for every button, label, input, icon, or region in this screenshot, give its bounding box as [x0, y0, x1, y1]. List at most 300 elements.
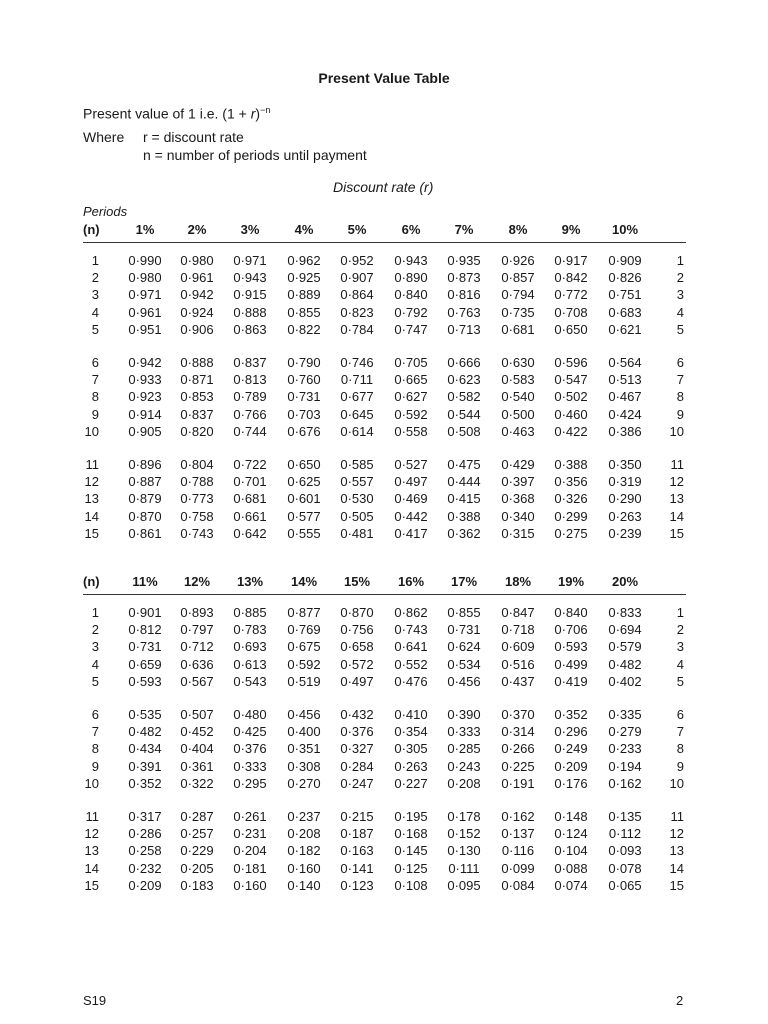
- pv-factor-cell: 0·713: [447, 321, 481, 337]
- pv-factor-cell: 0·789: [233, 389, 267, 405]
- header-rule: [83, 594, 686, 595]
- pv-factor-cell: 0·861: [128, 525, 162, 541]
- pv-factor-cell: 0·756: [340, 622, 374, 638]
- rate-header: 5%: [347, 222, 367, 237]
- rate-header: 19%: [557, 574, 585, 589]
- pv-factor-cell: 0·266: [501, 741, 535, 757]
- pv-factor-cell: 0·233: [608, 741, 642, 757]
- pv-factor-cell: 0·231: [233, 826, 267, 842]
- pv-factor-cell: 0·208: [447, 775, 481, 791]
- rate-header: 3%: [240, 222, 260, 237]
- pv-factor-cell: 0·722: [233, 457, 267, 472]
- pv-factor-cell: 0·225: [501, 758, 535, 774]
- rate-header: 2%: [187, 222, 207, 237]
- pv-factor-cell: 0·209: [128, 877, 162, 893]
- pv-factor-cell: 0·148: [554, 809, 588, 824]
- pv-factor-cell: 0·924: [180, 304, 214, 320]
- pv-factor-cell: 0·877: [287, 605, 321, 620]
- period-number-left: 2: [91, 270, 99, 286]
- pv-factor-cell: 0·857: [501, 270, 535, 286]
- pv-factor-cell: 0·641: [394, 639, 428, 655]
- pv-factor-cell: 0·475: [447, 457, 481, 472]
- pv-factor-cell: 0·731: [287, 389, 321, 405]
- pv-factor-cell: 0·980: [180, 253, 214, 268]
- period-number-left: 6: [91, 355, 99, 370]
- pv-factor-cell: 0·592: [394, 406, 428, 422]
- pv-factor-cell: 0·500: [501, 406, 535, 422]
- pv-factor-cell: 0·152: [447, 826, 481, 842]
- pv-factor-cell: 0·627: [394, 389, 428, 405]
- formula-r: r: [250, 105, 256, 122]
- pv-factor-cell: 0·971: [128, 287, 162, 303]
- pv-factor-cell: 0·065: [608, 877, 642, 893]
- period-number-left: 4: [91, 304, 99, 320]
- pv-factor-cell: 0·104: [554, 843, 588, 859]
- formula-exponent: −n: [260, 105, 271, 115]
- rate-header: 16%: [397, 574, 425, 589]
- pv-factor-cell: 0·160: [233, 877, 267, 893]
- period-number-right: 9: [676, 758, 684, 774]
- period-number-left: 15: [84, 525, 99, 541]
- pv-factor-cell: 0·482: [128, 724, 162, 740]
- period-number-right: 11: [670, 457, 684, 472]
- pv-factor-cell: 0·417: [394, 525, 428, 541]
- pv-factor-cell: 0·163: [340, 843, 374, 859]
- pv-factor-cell: 0·758: [180, 508, 214, 524]
- pv-factor-cell: 0·694: [608, 622, 642, 638]
- pv-factor-cell: 0·116: [501, 843, 535, 859]
- period-number-left: 14: [84, 860, 99, 876]
- period-number-left: 7: [91, 724, 99, 740]
- period-number-left: 13: [84, 843, 99, 859]
- pv-factor-cell: 0·658: [340, 639, 374, 655]
- pv-factor-cell: 0·125: [394, 860, 428, 876]
- formula-prefix: Present value of 1 i.e. (1 +: [83, 105, 251, 122]
- pv-factor-cell: 0·452: [180, 724, 214, 740]
- pv-factor-cell: 0·469: [394, 491, 428, 507]
- where-label: Where: [83, 129, 125, 145]
- pv-factor-cell: 0·870: [340, 605, 374, 620]
- r-definition: r = discount rate: [143, 129, 244, 145]
- pv-factor-cell: 0·112: [608, 826, 642, 842]
- pv-factor-cell: 0·773: [180, 491, 214, 507]
- pv-factor-cell: 0·665: [394, 372, 428, 388]
- period-number-right: 9: [676, 406, 684, 422]
- period-number-left: 3: [91, 287, 99, 303]
- pv-factor-cell: 0·990: [128, 253, 162, 268]
- pv-factor-cell: 0·335: [608, 707, 642, 722]
- rate-header: 11%: [132, 574, 158, 589]
- rate-header: 13%: [236, 574, 264, 589]
- pv-factor-cell: 0·482: [608, 656, 642, 672]
- pv-factor-cell: 0·980: [128, 270, 162, 286]
- pv-factor-cell: 0·429: [501, 457, 535, 472]
- pv-factor-cell: 0·162: [608, 775, 642, 791]
- pv-factor-cell: 0·362: [447, 525, 481, 541]
- pv-factor-cell: 0·543: [233, 673, 267, 689]
- pv-factor-cell: 0·731: [128, 639, 162, 655]
- period-number-right: 8: [676, 741, 684, 757]
- pv-factor-cell: 0·769: [287, 622, 321, 638]
- pv-factor-cell: 0·661: [233, 508, 267, 524]
- pv-factor-cell: 0·176: [554, 775, 588, 791]
- period-number-left: 15: [84, 877, 99, 893]
- rate-header: 18%: [504, 574, 532, 589]
- pv-factor-cell: 0·140: [287, 877, 321, 893]
- pv-factor-cell: 0·285: [447, 741, 481, 757]
- pv-factor-cell: 0·456: [287, 707, 321, 722]
- pv-factor-cell: 0·804: [180, 457, 214, 472]
- period-number-right: 14: [669, 508, 684, 524]
- pv-factor-cell: 0·432: [340, 707, 374, 722]
- pv-factor-cell: 0·593: [554, 639, 588, 655]
- pv-factor-cell: 0·747: [394, 321, 428, 337]
- pv-factor-cell: 0·410: [394, 707, 428, 722]
- pv-factor-cell: 0·864: [340, 287, 374, 303]
- pv-factor-cell: 0·582: [447, 389, 481, 405]
- pv-factor-cell: 0·703: [287, 406, 321, 422]
- pv-factor-cell: 0·746: [340, 355, 374, 370]
- pv-factor-cell: 0·232: [128, 860, 162, 876]
- pv-factor-cell: 0·743: [394, 622, 428, 638]
- period-number-right: 7: [676, 372, 684, 388]
- pv-factor-cell: 0·772: [554, 287, 588, 303]
- pv-factor-cell: 0·215: [340, 809, 374, 824]
- pv-factor-cell: 0·797: [180, 622, 214, 638]
- pv-factor-cell: 0·820: [180, 423, 214, 439]
- pv-factor-cell: 0·905: [128, 423, 162, 439]
- pv-factor-cell: 0·257: [180, 826, 214, 842]
- pv-factor-cell: 0·840: [394, 287, 428, 303]
- pv-factor-cell: 0·889: [287, 287, 321, 303]
- pv-factor-cell: 0·194: [608, 758, 642, 774]
- pv-factor-cell: 0·499: [554, 656, 588, 672]
- pv-factor-cell: 0·209: [554, 758, 588, 774]
- pv-factor-cell: 0·961: [128, 304, 162, 320]
- pv-factor-cell: 0·601: [287, 491, 321, 507]
- pv-factor-cell: 0·552: [394, 656, 428, 672]
- pv-factor-cell: 0·460: [554, 406, 588, 422]
- pv-factor-cell: 0·914: [128, 406, 162, 422]
- pv-factor-cell: 0·951: [128, 321, 162, 337]
- pv-factor-cell: 0·093: [608, 843, 642, 859]
- pv-factor-cell: 0·442: [394, 508, 428, 524]
- pv-factor-cell: 0·540: [501, 389, 535, 405]
- period-number-right: 12: [669, 474, 684, 490]
- pv-factor-cell: 0·833: [608, 605, 642, 620]
- pv-factor-cell: 0·544: [447, 406, 481, 422]
- pv-factor-cell: 0·708: [554, 304, 588, 320]
- pv-factor-cell: 0·516: [501, 656, 535, 672]
- pv-factor-cell: 0·925: [287, 270, 321, 286]
- period-number-left: 11: [85, 457, 99, 472]
- pv-factor-cell: 0·183: [180, 877, 214, 893]
- pv-factor-cell: 0·095: [447, 877, 481, 893]
- pv-factor-cell: 0·593: [128, 673, 162, 689]
- pv-factor-cell: 0·356: [554, 474, 588, 490]
- period-number-left: 10: [84, 423, 99, 439]
- pv-factor-cell: 0·434: [128, 741, 162, 757]
- pv-factor-cell: 0·333: [447, 724, 481, 740]
- pv-factor-cell: 0·683: [608, 304, 642, 320]
- rate-header: 20%: [611, 574, 639, 589]
- pv-factor-cell: 0·693: [233, 639, 267, 655]
- pv-factor-cell: 0·497: [394, 474, 428, 490]
- pv-factor-cell: 0·467: [608, 389, 642, 405]
- period-number-left: 1: [91, 605, 99, 620]
- period-number-left: 12: [84, 826, 99, 842]
- period-number-left: 9: [91, 758, 99, 774]
- pv-factor-cell: 0·308: [287, 758, 321, 774]
- pv-factor-cell: 0·666: [447, 355, 481, 370]
- pv-factor-cell: 0·896: [128, 457, 162, 472]
- pv-factor-cell: 0·261: [233, 809, 267, 824]
- period-number-left: 1: [91, 253, 99, 268]
- rate-header: 8%: [508, 222, 528, 237]
- period-number-right: 15: [669, 525, 684, 541]
- pv-factor-cell: 0·792: [394, 304, 428, 320]
- pv-factor-cell: 0·917: [554, 253, 588, 268]
- pv-factor-cell: 0·141: [340, 860, 374, 876]
- pv-factor-cell: 0·863: [233, 321, 267, 337]
- pv-factor-cell: 0·181: [233, 860, 267, 876]
- pv-factor-cell: 0·425: [233, 724, 267, 740]
- pv-factor-cell: 0·497: [340, 673, 374, 689]
- pv-factor-cell: 0·415: [447, 491, 481, 507]
- period-number-left: 6: [91, 707, 99, 722]
- pv-factor-cell: 0·074: [554, 877, 588, 893]
- pv-factor-cell: 0·885: [233, 605, 267, 620]
- period-number-right: 1: [676, 253, 684, 268]
- page-title: Present Value Table: [318, 70, 450, 86]
- pv-factor-cell: 0·182: [287, 843, 321, 859]
- period-number-right: 14: [669, 860, 684, 876]
- pv-factor-cell: 0·659: [128, 656, 162, 672]
- pv-factor-cell: 0·906: [180, 321, 214, 337]
- period-number-right: 6: [676, 355, 684, 370]
- pv-factor-cell: 0·229: [180, 843, 214, 859]
- pv-factor-cell: 0·284: [340, 758, 374, 774]
- period-number-right: 3: [676, 639, 684, 655]
- pv-factor-cell: 0·585: [340, 457, 374, 472]
- discount-rate-label: Discount rate (r): [333, 179, 434, 195]
- pv-factor-cell: 0·333: [233, 758, 267, 774]
- pv-factor-cell: 0·701: [233, 474, 267, 490]
- pv-factor-cell: 0·879: [128, 491, 162, 507]
- periods-label: Periods: [83, 204, 128, 219]
- pv-factor-cell: 0·794: [501, 287, 535, 303]
- pv-factor-cell: 0·314: [501, 724, 535, 740]
- period-number-left: 4: [91, 656, 99, 672]
- rate-header: 14%: [290, 574, 318, 589]
- pv-factor-cell: 0·187: [340, 826, 374, 842]
- pv-factor-cell: 0·237: [287, 809, 321, 824]
- pv-factor-cell: 0·557: [340, 474, 374, 490]
- pv-factor-cell: 0·847: [501, 605, 535, 620]
- period-number-right: 8: [676, 389, 684, 405]
- period-number-right: 12: [669, 826, 684, 842]
- pv-factor-cell: 0·855: [287, 304, 321, 320]
- pv-factor-cell: 0·397: [501, 474, 535, 490]
- pv-factor-cell: 0·422: [554, 423, 588, 439]
- pv-factor-cell: 0·642: [233, 525, 267, 541]
- pv-factor-cell: 0·463: [501, 423, 535, 439]
- pv-factor-cell: 0·751: [608, 287, 642, 303]
- pv-factor-cell: 0·675: [287, 639, 321, 655]
- pv-factor-cell: 0·258: [128, 843, 162, 859]
- pv-factor-cell: 0·614: [340, 423, 374, 439]
- pv-factor-cell: 0·706: [554, 622, 588, 638]
- pv-factor-cell: 0·239: [608, 525, 642, 541]
- pv-factor-cell: 0·502: [554, 389, 588, 405]
- pv-factor-cell: 0·942: [128, 355, 162, 370]
- pv-factor-cell: 0·871: [180, 372, 214, 388]
- pv-factor-cell: 0·596: [554, 355, 588, 370]
- period-number-left: 13: [84, 491, 99, 507]
- rate-header: 6%: [401, 222, 421, 237]
- pv-factor-cell: 0·424: [608, 406, 642, 422]
- period-number-right: 11: [670, 809, 684, 824]
- period-number-left: 5: [91, 321, 99, 337]
- pv-factor-cell: 0·088: [554, 860, 588, 876]
- pv-factor-cell: 0·873: [447, 270, 481, 286]
- pv-factor-cell: 0·351: [287, 741, 321, 757]
- pv-factor-cell: 0·744: [233, 423, 267, 439]
- pv-factor-cell: 0·361: [180, 758, 214, 774]
- pv-factor-cell: 0·971: [233, 253, 267, 268]
- pv-factor-cell: 0·558: [394, 423, 428, 439]
- pv-factor-cell: 0·078: [608, 860, 642, 876]
- pv-factor-cell: 0·909: [608, 253, 642, 268]
- pv-factor-cell: 0·178: [447, 809, 481, 824]
- pv-factor-cell: 0·249: [554, 741, 588, 757]
- pv-factor-cell: 0·400: [287, 724, 321, 740]
- pv-factor-cell: 0·636: [180, 656, 214, 672]
- pv-factor-cell: 0·508: [447, 423, 481, 439]
- pv-factor-cell: 0·837: [233, 355, 267, 370]
- pv-factor-cell: 0·890: [394, 270, 428, 286]
- period-number-left: 2: [91, 622, 99, 638]
- period-number-left: 8: [91, 389, 99, 405]
- pv-factor-cell: 0·853: [180, 389, 214, 405]
- pv-factor-cell: 0·862: [394, 605, 428, 620]
- pv-factor-cell: 0·247: [340, 775, 374, 791]
- pv-factor-cell: 0·579: [608, 639, 642, 655]
- pv-factor-cell: 0·823: [340, 304, 374, 320]
- period-number-left: 10: [84, 775, 99, 791]
- period-number-right: 15: [669, 877, 684, 893]
- pv-factor-cell: 0·263: [608, 508, 642, 524]
- pv-factor-cell: 0·111: [448, 860, 480, 876]
- period-number-right: 10: [669, 423, 684, 439]
- period-number-right: 13: [669, 843, 684, 859]
- pv-factor-cell: 0·893: [180, 605, 214, 620]
- pv-factor-cell: 0·577: [287, 508, 321, 524]
- pv-factor-cell: 0·135: [608, 809, 642, 824]
- pv-factor-cell: 0·322: [180, 775, 214, 791]
- pv-factor-cell: 0·623: [447, 372, 481, 388]
- pv-factor-cell: 0·386: [608, 423, 642, 439]
- pv-factor-cell: 0·286: [128, 826, 162, 842]
- pv-factor-cell: 0·718: [501, 622, 535, 638]
- period-number-right: 2: [676, 270, 684, 286]
- pv-factor-cell: 0·609: [501, 639, 535, 655]
- pv-factor-cell: 0·962: [287, 253, 321, 268]
- pv-factor-cell: 0·507: [180, 707, 214, 722]
- pv-factor-cell: 0·790: [287, 355, 321, 370]
- pv-factor-cell: 0·961: [180, 270, 214, 286]
- pv-factor-cell: 0·735: [501, 304, 535, 320]
- pv-factor-cell: 0·621: [608, 321, 642, 337]
- pv-factor-cell: 0·926: [501, 253, 535, 268]
- period-number-right: 4: [676, 304, 684, 320]
- pv-factor-cell: 0·645: [340, 406, 374, 422]
- pv-factor-cell: 0·788: [180, 474, 214, 490]
- pv-factor-cell: 0·299: [554, 508, 588, 524]
- pv-factor-cell: 0·124: [554, 826, 588, 842]
- pv-factor-cell: 0·327: [340, 741, 374, 757]
- pv-factor-cell: 0·317: [128, 809, 162, 824]
- pv-factor-cell: 0·305: [394, 741, 428, 757]
- pv-factor-cell: 0·681: [233, 491, 267, 507]
- pv-factor-cell: 0·205: [180, 860, 214, 876]
- period-number-right: 4: [676, 656, 684, 672]
- pv-factor-cell: 0·368: [501, 491, 535, 507]
- footer-code: S19: [83, 993, 107, 1008]
- pv-factor-cell: 0·842: [554, 270, 588, 286]
- rate-header: 7%: [454, 222, 474, 237]
- pv-factor-cell: 0·731: [447, 622, 481, 638]
- pv-factor-cell: 0·592: [287, 656, 321, 672]
- rate-header: 4%: [294, 222, 314, 237]
- pv-factor-cell: 0·743: [180, 525, 214, 541]
- pv-factor-cell: 0·837: [180, 406, 214, 422]
- period-number-right: 10: [669, 775, 684, 791]
- pv-factor-cell: 0·943: [394, 253, 428, 268]
- pv-factor-cell: 0·923: [128, 389, 162, 405]
- period-number-right: 6: [676, 707, 684, 722]
- pv-factor-cell: 0·340: [501, 508, 535, 524]
- period-number-right: 2: [676, 622, 684, 638]
- pv-factor-cell: 0·402: [608, 673, 642, 689]
- pv-factor-cell: 0·567: [180, 673, 214, 689]
- pv-factor-cell: 0·650: [554, 321, 588, 337]
- pv-factor-cell: 0·822: [287, 321, 321, 337]
- period-number-left: 14: [84, 508, 99, 524]
- pv-factor-cell: 0·519: [287, 673, 321, 689]
- pv-factor-cell: 0·624: [447, 639, 481, 655]
- pv-factor-cell: 0·676: [287, 423, 321, 439]
- period-header: (n): [83, 222, 100, 237]
- pv-factor-cell: 0·812: [128, 622, 162, 638]
- pv-factor-cell: 0·763: [447, 304, 481, 320]
- pv-factor-cell: 0·933: [128, 372, 162, 388]
- pv-factor-cell: 0·840: [554, 605, 588, 620]
- pv-factor-cell: 0·572: [340, 656, 374, 672]
- pv-factor-cell: 0·195: [394, 809, 428, 824]
- pv-factor-cell: 0·712: [180, 639, 214, 655]
- rate-header: 15%: [343, 574, 371, 589]
- period-number-left: 5: [91, 673, 99, 689]
- period-header: (n): [83, 574, 100, 589]
- n-definition: n = number of periods until payment: [143, 147, 367, 163]
- pv-factor-cell: 0·870: [128, 508, 162, 524]
- pv-factor-cell: 0·279: [608, 724, 642, 740]
- rate-header: 17%: [450, 574, 478, 589]
- pv-factor-cell: 0·766: [233, 406, 267, 422]
- pv-factor-cell: 0·513: [608, 372, 642, 388]
- pv-factor-cell: 0·296: [554, 724, 588, 740]
